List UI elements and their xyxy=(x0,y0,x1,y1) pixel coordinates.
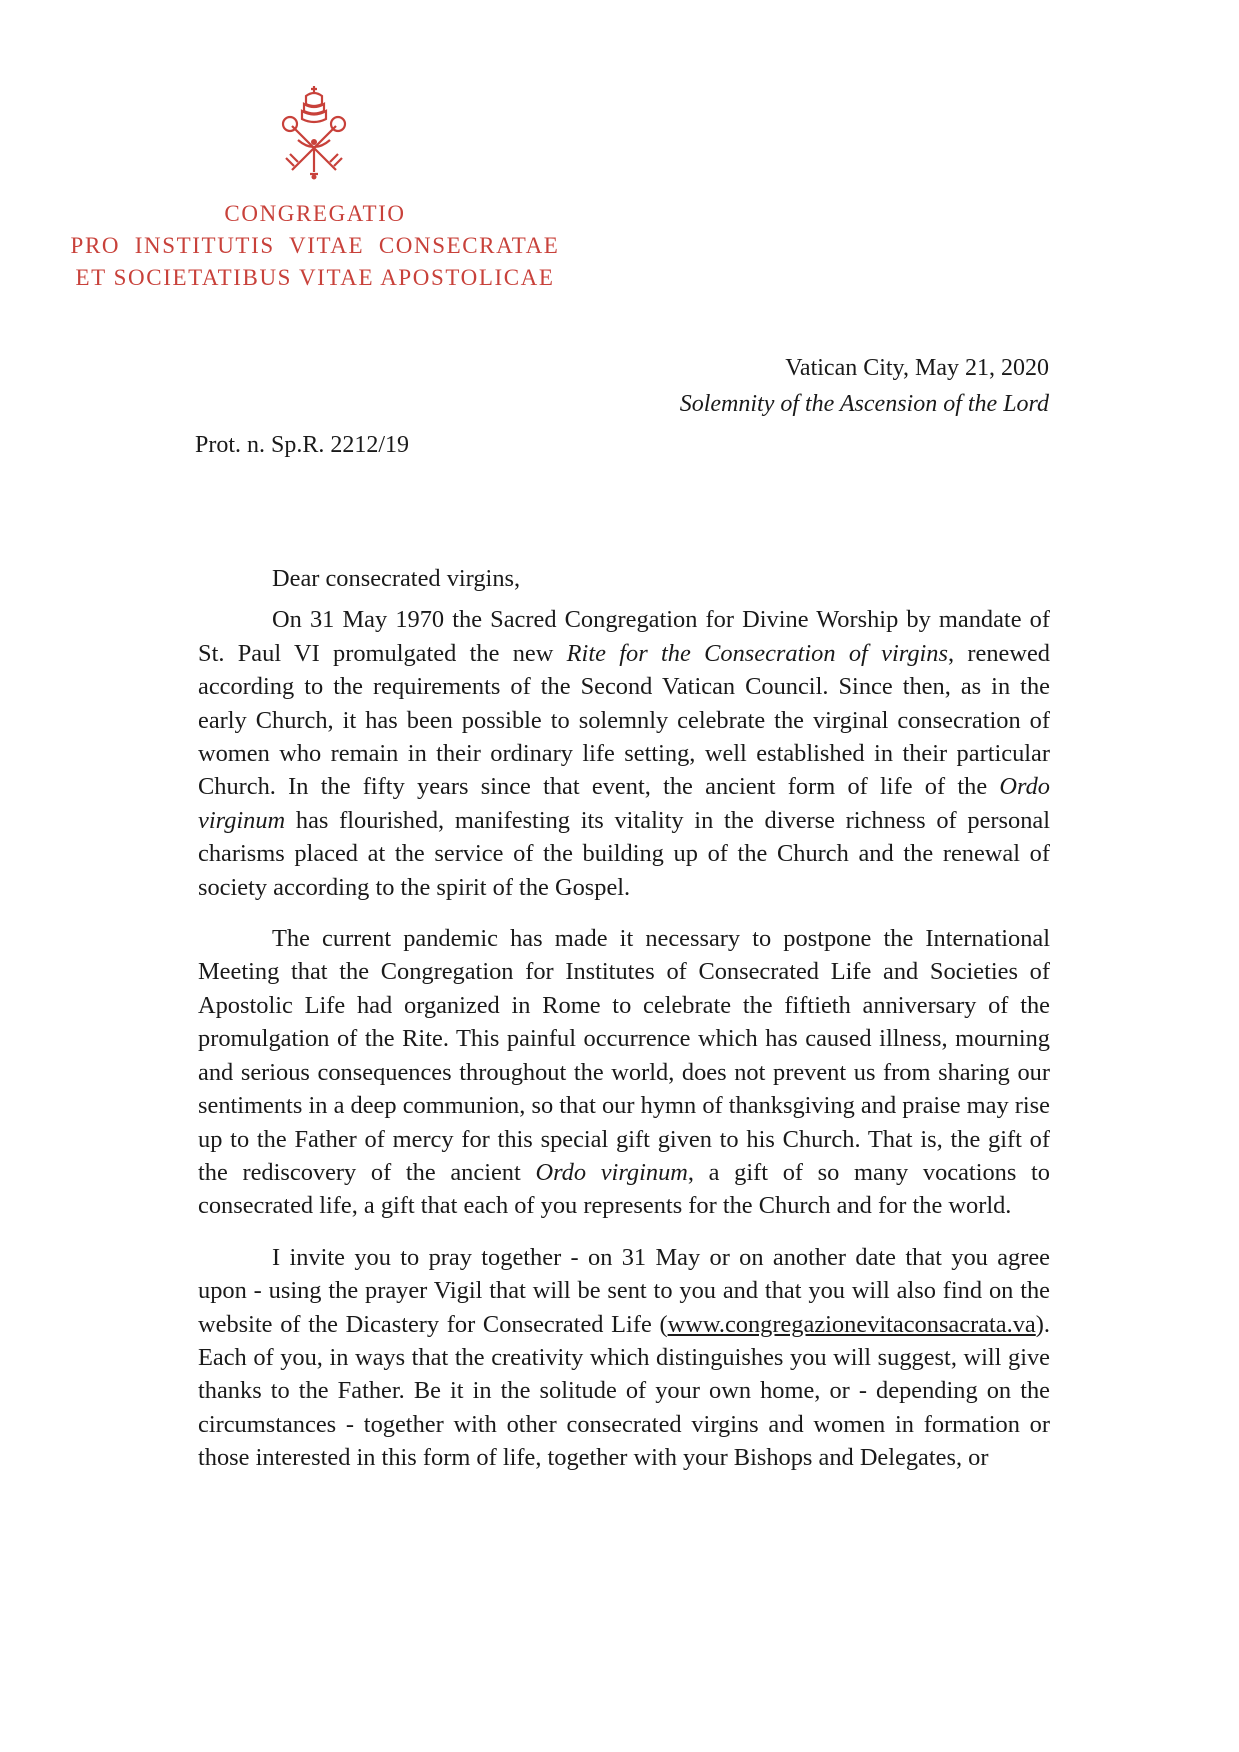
feast-line: Solemnity of the Ascension of the Lord xyxy=(679,391,1049,417)
paragraph-1-ordo-virginum: Ordo virginum xyxy=(198,773,1050,834)
papal-coat-of-arms-icon xyxy=(278,82,350,182)
paragraph-1-rite-title: Rite for the Consecration of virgins xyxy=(566,639,948,667)
paragraph-3 xyxy=(198,1241,1050,1475)
place-date: Vatican City, May 21, 2020 xyxy=(785,355,1049,381)
letterhead-line-3: ET SOCIETATIBUS VITAE APOSTOLICAE xyxy=(75,265,555,290)
paragraph-3-text-b: ). Each of you, in ways that the creativity which distinguishes you will suggest, will give thanks to the Father. Be it in the solitude of your own home, or - depending on the circumstances - together with other consecrated virgins and women in formation or those interested in this form of life, together with your Bishops and Delegates, or xyxy=(198,1310,1050,1472)
paragraph-1 xyxy=(198,603,1050,904)
paragraph-2 xyxy=(198,922,1050,1223)
paragraph-1-text-e: has flourished, manifesting its vitality in the diverse richness of personal charisms placed at the service of the building up of the Church and the renewal of society according to the spirit of the Gospel. xyxy=(198,806,1050,901)
letterhead-line-1: CONGREGATIO xyxy=(224,201,406,226)
letterhead-line-2: PRO INSTITUTIS VITAE CONSECRATAE xyxy=(70,233,560,258)
letter-body xyxy=(198,562,1050,1475)
paragraph-2-text-c: , a gift of so many vocations to consecrated life, a gift that each of you represents for the Church and for the world. xyxy=(198,1158,1051,1220)
paragraph-2-ordo-virginum: Ordo virginum xyxy=(535,1158,688,1186)
paragraph-1-text-c: , renewed according to the requirements of the Second Vatican Council. Since then, as in the early Church, it has been possible to solemnly celebrate the virginal consecration of women who remain in their ordinary life setting, well established in their particular Church. In the fifty years since that event, the ancient form of life of the xyxy=(198,639,1050,801)
date-block xyxy=(680,350,1049,422)
paragraph-1-text-a: On 31 May 1970 the Sacred Congregation for Divine Worship by mandate of St. Paul VI promulgated the new xyxy=(198,606,1050,667)
paragraph-2-text-a: The current pandemic has made it necessary to postpone the International Meeting that the Congregation for Institutes of Consecrated Life and Societies of Apostolic Life had organized in Rome to celebrate the fiftieth anniversary of the promulgation of the Rite. This painful occurrence which has caused illness, mourning and serious consequences throughout the world, does not prevent us from sharing our sentiments in a deep communion, so that our hymn of thanksgiving and praise may rise up to the Father of mercy for this special gift given to his Church. That is, the gift of the rediscovery of the ancient xyxy=(198,925,1050,1186)
salutation: Dear consecrated virgins, xyxy=(272,565,521,592)
letterhead xyxy=(60,198,570,294)
website-link[interactable]: www.congregazionevitaconsacrata.va xyxy=(667,1310,1036,1338)
protocol-number: Prot. n. Sp.R. 2212/19 xyxy=(195,432,410,458)
paragraph-3-text-a: I invite you to pray together - on 31 May or on another date that you agree upon - using the prayer Vigil that will be sent to you and that you will also find on the website of the Dicastery for Consecrated Life ( xyxy=(198,1243,1050,1338)
